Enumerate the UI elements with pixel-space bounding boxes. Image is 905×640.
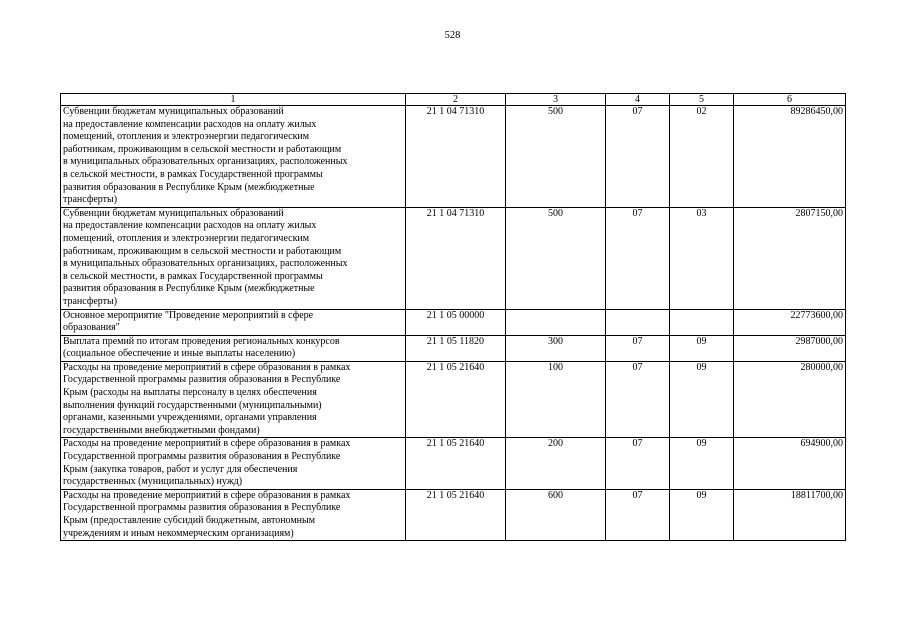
row-col4: 07: [606, 489, 670, 540]
row-col4: 07: [606, 207, 670, 309]
row-amount: 2987000,00: [734, 335, 846, 361]
row-amount: 18811700,00: [734, 489, 846, 540]
row-col5: [670, 309, 734, 335]
budget-table: [60, 93, 846, 541]
row-col3: 100: [506, 361, 606, 438]
row-col3: 200: [506, 438, 606, 489]
row-description: Расходы на проведение мероприятий в сфере образования в рамках Государственной программы развития образования в Республике Крым (предоставление субсидий бюджетным, автономным учреждениям и иным некоммерческим организациям): [61, 489, 406, 540]
row-amount: 22773600,00: [734, 309, 846, 335]
row-code: 21 1 05 21640: [406, 489, 506, 540]
row-amount: 694900,00: [734, 438, 846, 489]
row-col4: [606, 309, 670, 335]
row-description: Субвенции бюджетам муниципальных образований на предоставление компенсации расходов на оплату жилых помещений, отопления и электроэнергии педагогическим работникам, проживающим в сельской местности и работающим в муниципальных образовательных организациях, расположенных в сельской местности, в рамках Государственной программы развития образования в Республике Крым (межбюджетные трансферты): [61, 207, 406, 309]
row-col4: 07: [606, 335, 670, 361]
column-header-2: 2: [406, 94, 506, 106]
row-description: Субвенции бюджетам муниципальных образований на предоставление компенсации расходов на оплату жилых помещений, отопления и электроэнергии педагогическим работникам, проживающим в сельской местности и работающим в муниципальных образовательных организациях, расположенных в сельской местности, в рамках Государственной программы развития образования в Республике Крым (межбюджетные трансферты): [61, 106, 406, 208]
table-row: [61, 309, 846, 335]
column-header-6: 6: [734, 94, 846, 106]
row-col3: 500: [506, 207, 606, 309]
row-amount: 89286450,00: [734, 106, 846, 208]
row-amount: 2807150,00: [734, 207, 846, 309]
row-description: Основное мероприятие "Проведение мероприятий в сфере образования": [61, 309, 406, 335]
row-col4: 07: [606, 106, 670, 208]
table-row: [61, 361, 846, 438]
table-row: [61, 438, 846, 489]
row-col3: 300: [506, 335, 606, 361]
row-col3: 500: [506, 106, 606, 208]
row-code: 21 1 05 21640: [406, 438, 506, 489]
row-code: 21 1 04 71310: [406, 207, 506, 309]
column-header-4: 4: [606, 94, 670, 106]
row-amount: 280000,00: [734, 361, 846, 438]
row-col5: 09: [670, 335, 734, 361]
table-row: [61, 106, 846, 208]
table-row: [61, 489, 846, 540]
table-row: [61, 207, 846, 309]
row-col4: 07: [606, 361, 670, 438]
table-header-row: [61, 94, 846, 106]
row-description: Расходы на проведение мероприятий в сфере образования в рамках Государственной программы развития образования в Республике Крым (закупка товаров, работ и услуг для обеспечения государственных (муниципальных) нужд): [61, 438, 406, 489]
column-header-1: 1: [61, 94, 406, 106]
row-col3: 600: [506, 489, 606, 540]
table-row: [61, 335, 846, 361]
row-code: 21 1 05 21640: [406, 361, 506, 438]
column-header-3: 3: [506, 94, 606, 106]
row-description: Расходы на проведение мероприятий в сфере образования в рамках Государственной программы развития образования в Республике Крым (расходы на выплаты персоналу в целях обеспечения выполнения функций государственными (муниципальными) органами, казенными учреждениями, органами управления государственными внебюджетными фондами): [61, 361, 406, 438]
row-col5: 09: [670, 438, 734, 489]
row-col5: 02: [670, 106, 734, 208]
row-code: 21 1 04 71310: [406, 106, 506, 208]
column-header-5: 5: [670, 94, 734, 106]
row-col3: [506, 309, 606, 335]
row-col5: 03: [670, 207, 734, 309]
row-col5: 09: [670, 361, 734, 438]
row-code: 21 1 05 00000: [406, 309, 506, 335]
row-col4: 07: [606, 438, 670, 489]
page-number: 528: [444, 30, 461, 41]
row-col5: 09: [670, 489, 734, 540]
row-code: 21 1 05 11820: [406, 335, 506, 361]
row-description: Выплата премий по итогам проведения региональных конкурсов (социальное обеспечение и иные выплаты населению): [61, 335, 406, 361]
